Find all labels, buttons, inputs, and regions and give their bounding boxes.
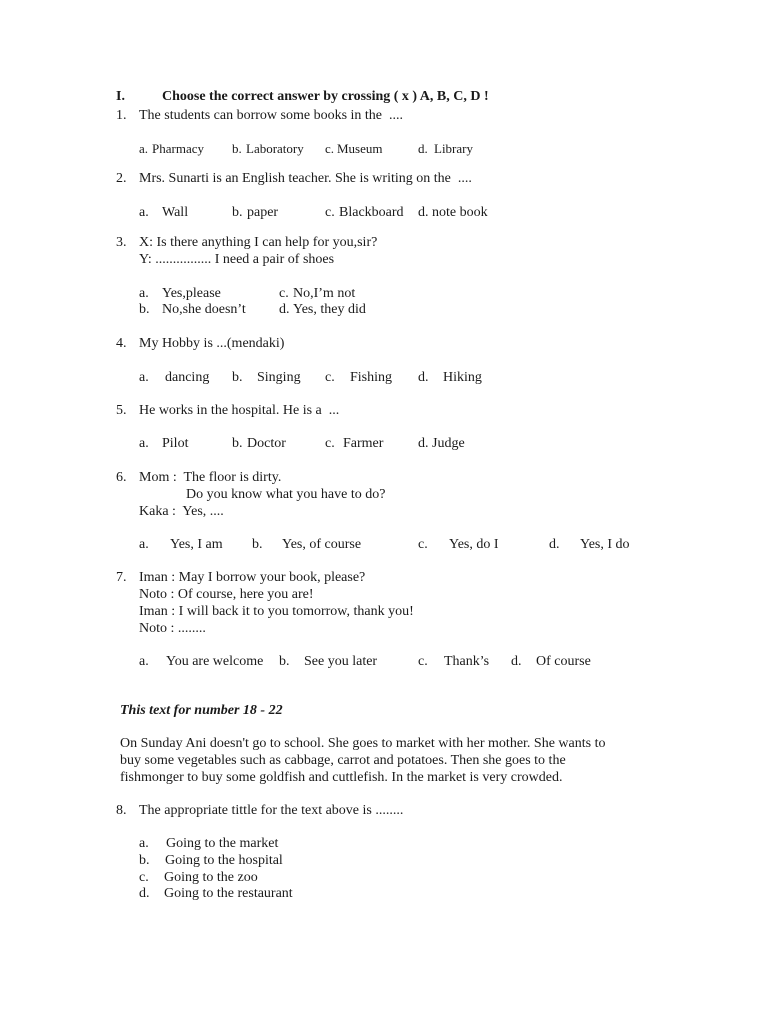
question-number: 7.: [116, 570, 127, 585]
option-b-letter: b.: [232, 436, 243, 451]
option-b-text: Laboratory: [246, 141, 304, 156]
question-number: 6.: [116, 470, 127, 485]
option-d-text: Going to the restaurant: [164, 886, 293, 901]
question-text: The appropriate tittle for the text above is ........: [139, 803, 404, 818]
option-c-text: Museum: [337, 141, 383, 156]
option-d-text: Yes, I do: [580, 537, 630, 552]
question-number: 1.: [116, 108, 127, 123]
option-a-letter: a.: [139, 370, 149, 385]
option-b-letter: b.: [139, 302, 150, 317]
question-text-line-2: Do you know what you have to do?: [186, 487, 386, 502]
option-b-text: Yes, of course: [282, 537, 362, 552]
question-text: Mrs. Sunarti is an English teacher. She is writing on the ....: [139, 171, 472, 186]
question-text-line-3: Iman : I will back it to you tomorrow, thank you!: [139, 604, 414, 619]
question-number: 8.: [116, 803, 127, 818]
option-a-letter: a.: [139, 654, 149, 669]
option-b-text: No,she doesn’t: [162, 302, 246, 317]
option-a-text: Wall: [162, 205, 189, 220]
option-d-letter: d.: [279, 302, 290, 317]
option-d-letter: d.: [418, 205, 429, 220]
option-a-text: Going to the market: [166, 836, 279, 851]
option-d-letter: d.: [139, 886, 150, 901]
option-a-letter: a.: [139, 537, 149, 552]
option-d-letter: d.: [418, 370, 429, 385]
passage-line-3: fishmonger to buy some goldfish and cuttlefish. In the market is very crowded.: [120, 770, 563, 785]
question-text-line-1: Iman : May I borrow your book, please?: [139, 570, 366, 585]
option-b-text: Doctor: [247, 436, 286, 451]
option-b-text: See you later: [304, 654, 378, 669]
option-b-letter: b.: [252, 537, 263, 552]
option-a-letter: a.: [139, 141, 149, 156]
option-c-letter: c.: [325, 141, 335, 156]
question-number: 3.: [116, 235, 127, 250]
option-b-letter: b.: [232, 370, 243, 385]
question-number: 4.: [116, 336, 127, 351]
option-d-text: Yes, they did: [293, 302, 366, 317]
option-a-text: Pilot: [162, 436, 189, 451]
option-d-letter: d.: [418, 436, 429, 451]
option-c-text: Thank’s: [444, 654, 490, 669]
option-c-letter: c.: [418, 654, 428, 669]
question-text-line-4: Noto : ........: [139, 621, 206, 636]
option-a-letter: a.: [139, 836, 149, 851]
option-c-text: No,I’m not: [293, 286, 356, 301]
option-c-text: Blackboard: [339, 205, 404, 220]
question-text-line-2: Noto : Of course, here you are!: [139, 587, 314, 602]
option-d-text: Hiking: [443, 370, 482, 385]
option-a-text: You are welcome: [166, 654, 264, 669]
option-d-text: note book: [432, 205, 488, 220]
option-a-text: Pharmacy: [152, 141, 204, 156]
option-b-letter: b.: [279, 654, 290, 669]
option-d-text: Library: [434, 141, 473, 156]
option-d-letter: d.: [549, 537, 560, 552]
option-a-text: Yes,please: [162, 286, 221, 301]
question-number: 2.: [116, 171, 127, 186]
option-a-letter: a.: [139, 286, 149, 301]
option-b-letter: b.: [139, 853, 150, 868]
option-c-text: Yes, do I: [449, 537, 499, 552]
option-c-letter: c.: [418, 537, 428, 552]
option-b-letter: b.: [232, 141, 242, 156]
option-c-letter: c.: [325, 205, 335, 220]
option-d-text: Judge: [432, 436, 465, 451]
option-a-letter: a.: [139, 205, 149, 220]
option-c-letter: c.: [279, 286, 289, 301]
question-text: He works in the hospital. He is a ...: [139, 403, 340, 418]
question-number: 5.: [116, 403, 127, 418]
option-c-text: Fishing: [350, 370, 393, 385]
option-c-letter: c.: [325, 436, 335, 451]
passage-line-2: buy some vegetables such as cabbage, carrot and potatoes. Then she goes to the: [120, 753, 566, 768]
question-text: The students can borrow some books in the ....: [139, 108, 404, 123]
option-c-letter: c.: [139, 870, 149, 885]
option-b-text: paper: [247, 205, 279, 220]
section-instruction: Choose the correct answer by crossing ( x ) A, B, C, D !: [162, 89, 489, 104]
question-text-line-1: X: Is there anything I can help for you,sir?: [139, 235, 378, 250]
option-d-text: Of course: [536, 654, 591, 669]
question-text: My Hobby is ...(mendaki): [139, 336, 285, 351]
option-a-letter: a.: [139, 436, 149, 451]
passage-heading: This text for number 18 - 22: [120, 703, 283, 718]
option-a-text: dancing: [165, 370, 210, 385]
passage-line-1: On Sunday Ani doesn't go to school. She goes to market with her mother. She wants to: [120, 736, 606, 751]
option-a-text: Yes, I am: [170, 537, 223, 552]
option-d-letter: d.: [511, 654, 522, 669]
option-b-letter: b.: [232, 205, 243, 220]
option-b-text: Singing: [257, 370, 301, 385]
option-c-text: Going to the zoo: [164, 870, 258, 885]
question-text-line-1: Mom : The floor is dirty.: [139, 470, 282, 485]
question-text-line-2: Y: ................ I need a pair of shoes: [139, 252, 335, 267]
option-d-letter: d.: [418, 141, 428, 156]
option-b-text: Going to the hospital: [165, 853, 283, 868]
section-number: I.: [116, 89, 125, 104]
question-text-line-3: Kaka : Yes, ....: [139, 504, 224, 519]
option-c-text: Farmer: [343, 436, 384, 451]
option-c-letter: c.: [325, 370, 335, 385]
